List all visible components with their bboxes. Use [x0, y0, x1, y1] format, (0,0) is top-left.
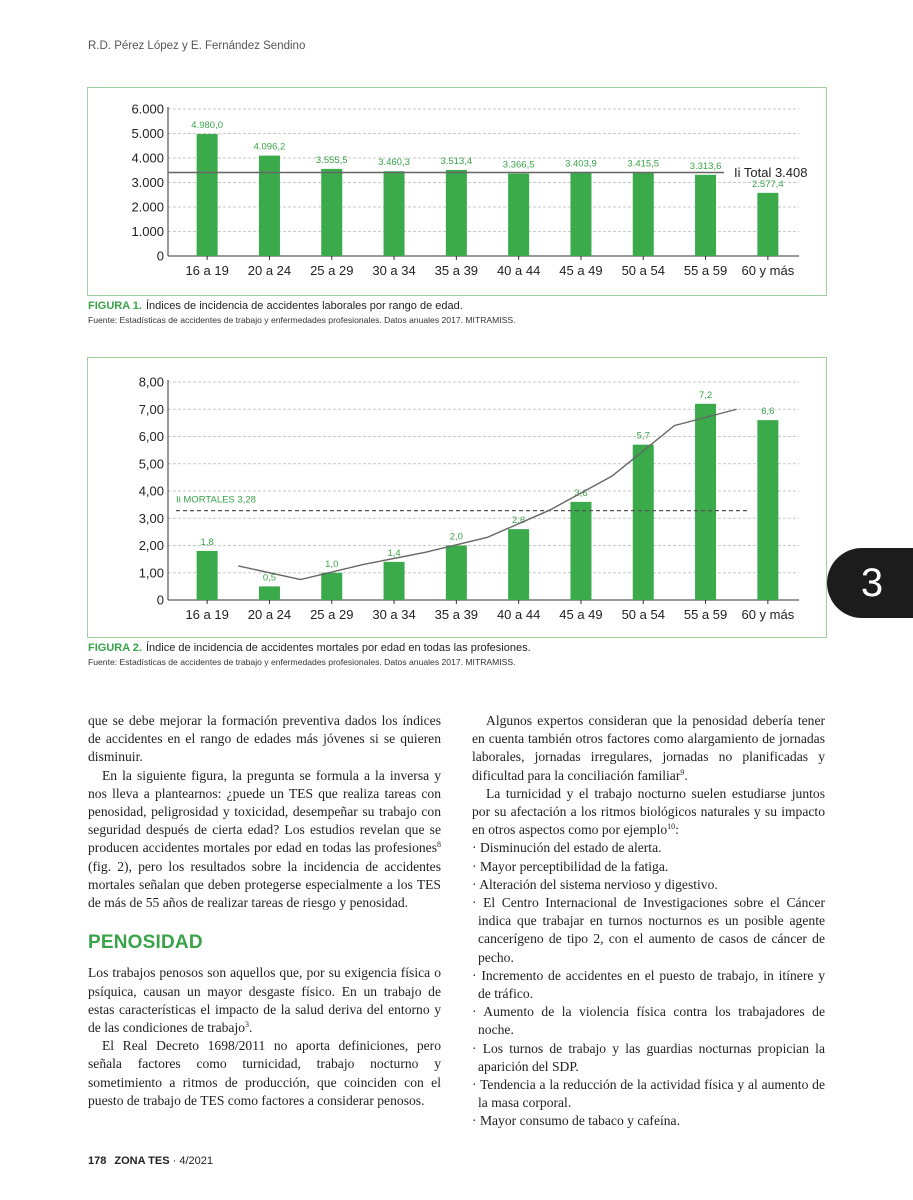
x-tick-label: 45 a 49	[559, 263, 603, 278]
paragraph-text: :	[675, 822, 679, 838]
paragraph	[88, 767, 441, 913]
running-header: R.D. Pérez López y E. Fernández Sendino	[88, 40, 306, 52]
paragraph: que se debe mejorar la formación preventiva dados los índices de accidentes en el rango de edades más jóvenes si se quieren disminuir.	[88, 713, 441, 765]
bar-value-label: 3.513,4	[440, 155, 473, 167]
paragraph-text: .	[684, 767, 688, 783]
bar	[259, 586, 280, 600]
y-tick-label: 8,00	[138, 374, 164, 390]
x-tick-label: 45 a 49	[559, 607, 603, 622]
list-item: · Alteración del sistema nervioso y digestivo.	[472, 876, 825, 894]
paragraph-text: .	[249, 1020, 253, 1036]
effects-list	[472, 839, 825, 1130]
x-tick-label: 35 a 39	[434, 607, 479, 622]
reference-line-label: Ii MORTALES 3,28	[176, 494, 256, 506]
reference-mark: 8	[437, 840, 441, 850]
bar	[384, 562, 405, 600]
bar	[321, 169, 342, 256]
bar-value-label: 3.366,5	[502, 159, 535, 171]
paragraph	[472, 785, 825, 840]
x-tick-label: 40 a 44	[496, 607, 541, 622]
bar-value-label: 1,0	[325, 558, 339, 570]
y-tick-label: 1,00	[138, 565, 164, 581]
bar-value-label: 1,4	[387, 547, 401, 559]
list-item: · Tendencia a la reducción de la actividad física y al aumento de la masa corporal.	[472, 1076, 825, 1112]
bar-value-label: 2.577,4	[751, 178, 784, 190]
x-tick-label: 20 a 24	[247, 263, 292, 278]
bar	[197, 551, 218, 600]
chapter-tab: 3	[827, 548, 913, 618]
bar	[695, 175, 716, 256]
bar	[633, 445, 654, 600]
x-tick-label: 60 y más	[741, 607, 795, 622]
paragraph-text: Los trabajos penosos son aquellos que, por su exigencia física o psíquica, causan un mayor desgaste físico. En un trabajo de estas características el impacto de la salud deriva del entorno y de las condiciones de trabajo	[88, 965, 441, 1036]
paragraph-text: (fig. 2), pero los resultados sobre la incidencia de accidentes mortales señalan que deben protegerse especialmente a los TES de más de 55 años de realizar tareas de riesgo y penosidad.	[88, 858, 441, 911]
trend-line	[238, 409, 736, 579]
x-tick-label: 40 a 44	[496, 263, 541, 278]
bar	[633, 172, 654, 256]
figure-1-svg	[88, 88, 826, 295]
y-tick-label: 2,00	[138, 538, 164, 553]
y-tick-label: 6.000	[131, 101, 164, 117]
bar-value-label: 2,0	[449, 531, 463, 543]
list-item: · Incremento de accidentes en el puesto de trabajo, in itínere y de tráfico.	[472, 967, 825, 1003]
x-tick-label: 60 y más	[741, 263, 795, 278]
list-item: · Los turnos de trabajo y las guardias nocturnas propician la aparición del SDP.	[472, 1040, 825, 1076]
y-tick-label: 6,00	[138, 429, 164, 444]
bar-value-label: 3,6	[574, 487, 588, 499]
list-item: · Disminución del estado de alerta.	[472, 839, 825, 857]
figure-1-label: FIGURA 1.	[88, 300, 142, 312]
x-tick-label: 25 a 29	[310, 263, 354, 278]
x-tick-label: 25 a 29	[310, 607, 354, 622]
bar	[757, 420, 778, 600]
y-tick-label: 7,00	[138, 401, 164, 417]
bar-value-label: 2,6	[512, 515, 526, 527]
bar	[570, 502, 591, 600]
bar-value-label: 3.415,5	[627, 158, 660, 170]
x-tick-label: 50 a 54	[621, 263, 665, 278]
y-tick-label: 2.000	[131, 199, 164, 215]
x-tick-label: 55 a 59	[683, 607, 728, 622]
bar-value-label: 7,2	[698, 389, 713, 401]
bar	[446, 170, 467, 256]
list-item: · Mayor consumo de tabaco y cafeína.	[472, 1112, 825, 1130]
bar	[259, 156, 280, 256]
y-tick-label: 3,00	[138, 510, 164, 526]
bar-value-label: 5,7	[636, 430, 650, 442]
bar-value-label: 0,5	[262, 572, 277, 584]
page-footer	[88, 1155, 213, 1167]
bar	[570, 173, 591, 256]
bar	[508, 174, 529, 256]
paragraph	[472, 712, 825, 785]
figure-1-source: Fuente: Estadísticas de accidentes de trabajo y enfermedades profesionales. Datos anuales 2017. MITRAMISS.	[88, 315, 516, 325]
figure-2-caption	[88, 642, 531, 667]
bar-value-label: 4.980,0	[191, 119, 224, 131]
magazine-name: ZONA TES	[114, 1155, 170, 1167]
figure-2-caption-text: Índice de incidencia de accidentes mortales por edad en todas las profesiones.	[146, 642, 531, 654]
x-tick-label: 55 a 59	[683, 263, 728, 278]
list-item: · Aumento de la violencia física contra los trabajadores de noche.	[472, 1003, 825, 1039]
x-tick-label: 35 a 39	[434, 263, 479, 278]
section-heading: PENOSIDAD	[88, 932, 203, 954]
figure-1-caption	[88, 300, 516, 325]
y-tick-label: 5.000	[131, 126, 164, 141]
bar-value-label: 4.096,2	[253, 141, 286, 153]
y-tick-label: 4,00	[138, 483, 164, 499]
bar-value-label: 3.313,6	[689, 160, 722, 172]
bar	[321, 573, 342, 600]
bar	[695, 404, 716, 600]
page-number: 178	[88, 1155, 107, 1167]
figure-2-source: Fuente: Estadísticas de accidentes de trabajo y enfermedades profesionales. Datos anuales 2017. MITRAMISS.	[88, 657, 516, 667]
bar-value-label: 1,8	[200, 536, 214, 548]
issue-number: · 4/2021	[172, 1155, 214, 1167]
x-tick-label: 16 a 19	[185, 263, 229, 278]
figure-2-label: FIGURA 2.	[88, 642, 142, 654]
bar	[197, 134, 218, 256]
x-tick-label: 20 a 24	[247, 607, 292, 622]
x-tick-label: 30 a 34	[372, 263, 416, 278]
bar	[446, 546, 467, 601]
y-tick-label: 0	[156, 592, 164, 608]
figure-1-caption-text: Índices de incidencia de accidentes laborales por rango de edad.	[146, 300, 463, 312]
figure-2-chart	[87, 357, 827, 638]
paragraph: El Real Decreto 1698/2011 no aporta definiciones, pero señala factores como turnicidad, trabajo nocturno y sometimiento a ritmos de producción, que coinciden con el puesto de trabajo de TES como factores a considerar penosos.	[88, 1038, 441, 1108]
y-tick-label: 4.000	[131, 150, 164, 166]
paragraph-text: En la siguiente figura, la pregunta se formula a la inversa y nos lleva a plantearnos: ¿puede un TES que realiza tareas con penosidad, peligrosidad y toxicidad, desempeñar su trabajo con seguridad después de cierta edad? Los estudios revelan que se producen accidentes mortales por edad en todas las profesiones	[88, 767, 441, 856]
paragraph	[88, 964, 441, 1037]
reference-mark: 3	[245, 1020, 250, 1030]
body-column-right	[472, 712, 825, 1131]
body-column-left	[88, 712, 441, 1110]
bar	[757, 193, 778, 256]
y-tick-label: 3.000	[131, 175, 164, 190]
reference-line-label: Ii Total 3.408	[734, 165, 808, 181]
list-item: · Mayor perceptibilidad de la fatiga.	[472, 858, 825, 876]
paragraph-text: La turnicidad y el trabajo nocturno suelen estudiarse juntos por su afectación a los ritmos biológicos naturales y su impacto en otros aspectos como por ejemplo	[472, 785, 825, 838]
figure-2-svg	[88, 358, 826, 637]
figure-1-chart	[87, 87, 827, 296]
bar	[508, 529, 529, 600]
x-tick-label: 50 a 54	[621, 607, 665, 622]
bar	[384, 171, 405, 256]
y-tick-label: 1.000	[131, 224, 164, 239]
paragraph-text: Algunos expertos consideran que la penosidad debería tener en cuenta también otros factores como alargamiento de jornadas laborales, jornadas irregulares, jornadas no planificadas y dificultad para la conciliación familiar	[472, 713, 825, 783]
y-tick-label: 5,00	[138, 456, 164, 472]
x-tick-label: 30 a 34	[372, 607, 416, 622]
reference-mark: 10	[667, 822, 676, 832]
bar-value-label: 6,6	[761, 406, 775, 418]
bar-value-label: 3.555,5	[315, 154, 348, 166]
bar-value-label: 3.403,9	[565, 158, 597, 170]
x-tick-label: 16 a 19	[185, 607, 229, 622]
y-tick-label: 0	[156, 248, 164, 264]
reference-mark: 9	[680, 767, 685, 777]
list-item: · El Centro Internacional de Investigaciones sobre el Cáncer indica que trabajar en turnos nocturnos es un posible agente cancerígeno de tipo 2, con el aumento de casos de cáncer de pecho.	[472, 894, 825, 967]
bar-value-label: 3.460,3	[378, 157, 410, 169]
